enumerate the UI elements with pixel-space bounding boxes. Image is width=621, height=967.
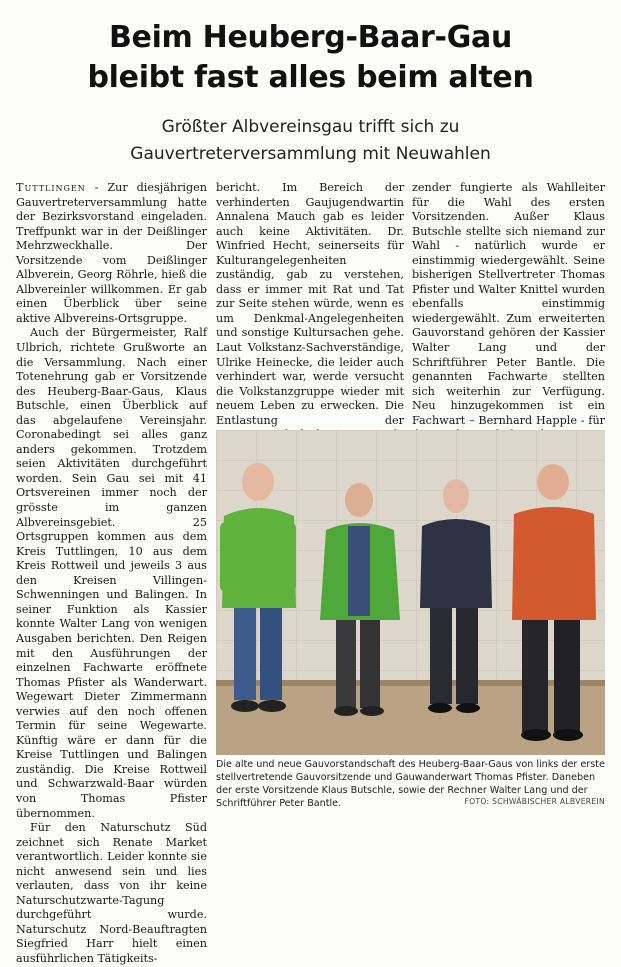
subheadline-line-1: Größter Albvereinsgau trifft sich zu xyxy=(161,117,460,137)
paragraph: bericht. Im Bereich der verhinderten Gaujugendwartin Annalena Mauch gab es leider auch keine Aktivitäten. Dr. Winfried Hecht, seinerseits für Kulturangelegenheiten zuständig, gab zu verstehen, dass er immer mit Rat und Tat zur Seite stehen würde, wenn es um Denkmal-Angelegenheiten und sonstige Kultursachen gehe. Laut Volkstanz-Sachverständige, Ulrike Heinecke, die leider auch verhindert war, werde versucht die Volkstanzgruppe wieder mit neuem Leben zu erwecken. Die Entlastung der xyxy=(216,181,404,427)
article-column-3 xyxy=(412,181,605,427)
group-photo-illustration xyxy=(216,430,605,755)
photo-caption: Die alte und neue Gauvorstandschaft des Heuberg-Baar-Gaus von links der erste stellvertretende Gauvorsitzende und Gauwanderwart Thomas Pfister. Daneben der erste Vorsitzende Klaus Butschle, sowie der Rechner Walter Lang und der Schriftführer Peter Bantle. xyxy=(216,759,605,809)
paragraph: zender fungierte als Wahlleiter für die Wahl des ersten Vorsitzenden. Außer Klaus Butschle stellte sich niemand zur Wahl - natürlich wurde er einstimmig wiedergewählt. Seine bisherigen Stellvertreter Thomas Pfister und Walter Knittel wurden ebenfalls einstimmig wiedergewählt. Zum erweiterten Gauvorstand gehören der Kassier Walter Lang und der Schriftführer Peter Bantle. Die genannten Fachwarte stellten sich weiterhin zur Verfügung. Neu hinzugekommen ist ein Fachwart – Bernhard Happle - für xyxy=(412,181,605,427)
headline-line-2: bleibt fast alles beim alten xyxy=(87,60,534,95)
photo-credit: FOTO: SCHWÄBISCHER ALBVEREIN xyxy=(464,797,605,806)
dateline: Tuttlingen xyxy=(16,181,86,194)
paragraph: Auch der Bürgermeister, Ralf Ulbrich, richtete Grußworte an die Versammlung. Nach einer Totenehrung gab er Vorsitzende des Heuberg-Baar-Gaus, Klaus Butschle, einen Überblick auf das abgelaufene Vereinsjahr. Coronabedingt sei alles ganz anders gekommen. Trotzdem seien Aktivitäten durchgeführt worden. Sein Gau sei mit 41 Ortsvereinen immer noch der grösste im ganzen Albvereinsgebiet. 25 Ortsgruppen kommen aus dem Kreis Tuttlingen, 10 aus dem Kreis Rottweil und jeweils 3 aus den Kreisen Villingen-Schwenningen und Balingen. In seiner Funktion als Kassier konnte Walter Lang von wenigen Ausgaben berichten. Den Reigen mit den Ausführungen der einzelnen Fachwarte eröffnete Thomas Pfister als Wanderwart. Wegewart Dieter Zimmermann verwies auf den noch offenen Termin für seine Wegewarte. Künftig wäre er dann für die Kreise Tuttlingen und Balingen zuständig. Die Kreise Rottweil und Schwarzwald-Baar würden von Thomas Pfister übernommen. xyxy=(16,326,207,820)
subheadline xyxy=(0,114,621,168)
subheadline-line-2: Gauvertreterversammlung mit Neuwahlen xyxy=(130,144,491,164)
paragraph xyxy=(16,181,207,326)
headline xyxy=(0,18,621,98)
article-column-2 xyxy=(216,181,404,427)
paragraph-text: - Zur diesjährigen Gauvertreterversammlung hatte der Bezirksvorstand eingeladen. Treffpunkt war in der Deißlinger Mehrzweckhalle. Der Vorsitzende vom Deißlinger Albverein, Georg Röhrle, hieß die Albvereinler willkommen. Er gab einen Überblick über seine aktive Albvereins-Ortsgruppe. xyxy=(16,181,207,325)
group-photo xyxy=(216,430,605,755)
headline-line-1: Beim Heuberg-Baar-Gau xyxy=(108,20,513,55)
article-column-1 xyxy=(16,181,207,965)
paragraph: Für den Naturschutz Süd zeichnet sich Renate Market verantwortlich. Leider konnte sie nicht anwesend sein und lies verlauten, dass von ihr keine Naturschutzwarte-Tagung durchgeführt wurde. Naturschutz Nord-Beauftragten Siegfried Harr hielt einen ausführlichen Tätigkeits- xyxy=(16,821,207,965)
